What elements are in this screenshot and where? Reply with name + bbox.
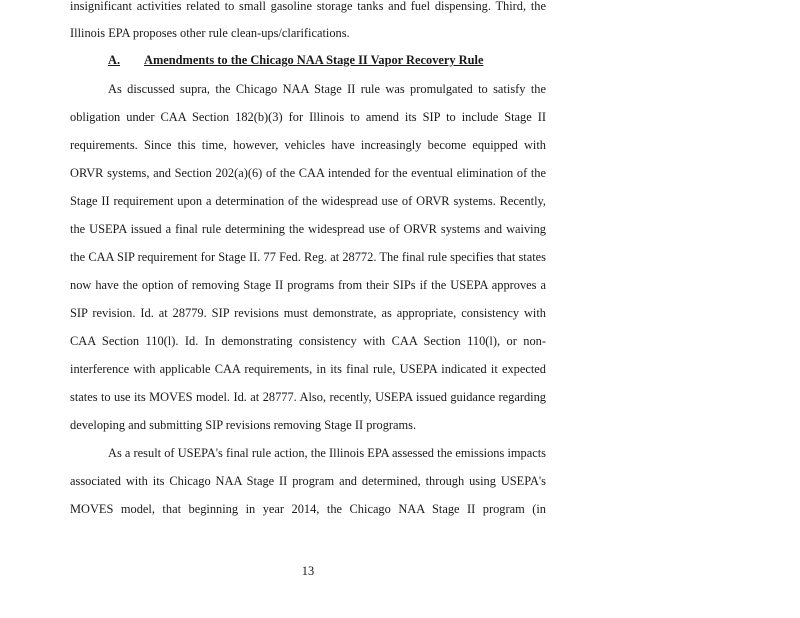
text-line: As a result of USEPA's final rule action, the Illinois EPA assessed the emissions impacts	[108, 446, 546, 460]
text-line: CAA Section 110(l). Id. In demonstrating consistency with CAA Section 110(l), or non-	[70, 334, 546, 348]
text-line: As discussed supra, the Chicago NAA Stage II rule was promulgated to satisfy the	[108, 82, 546, 96]
section-heading	[108, 53, 483, 68]
text-line: requirements. Since this time, however, vehicles have increasingly become equipped with	[70, 138, 546, 152]
text-line: SIP revision. Id. at 28779. SIP revisions must demonstrate, as appropriate, consistency with	[70, 306, 546, 320]
text-line: MOVES model, that beginning in year 2014, the Chicago NAA Stage II program (in	[70, 502, 546, 516]
text-line: ORVR systems, and Section 202(a)(6) of the CAA intended for the eventual elimination of the	[70, 166, 546, 180]
text-line: associated with its Chicago NAA Stage II program and determined, through using USEPA's	[70, 474, 546, 488]
text-line: the CAA SIP requirement for Stage II. 77 Fed. Reg. at 28772. The final rule specifies that states	[70, 250, 546, 264]
text-line: interference with applicable CAA requirements, in its final rule, USEPA indicated it expected	[70, 362, 546, 376]
text-line: obligation under CAA Section 182(b)(3) for Illinois to amend its SIP to include Stage II	[70, 110, 546, 124]
text-line: insignificant activities related to small gasoline storage tanks and fuel dispensing. Third, the	[70, 0, 546, 13]
page-number: 13	[301, 564, 315, 578]
section-title: Amendments to the Chicago NAA Stage II Vapor Recovery Rule	[144, 53, 484, 67]
text-line: Stage II requirement upon a determination of the widespread use of ORVR systems. Recently,	[70, 194, 546, 208]
section-number: A.	[108, 53, 121, 67]
text-line: states to use its MOVES model. Id. at 28777. Also, recently, USEPA issued guidance regarding	[70, 390, 546, 404]
text-line: the USEPA issued a final rule determining the widespread use of ORVR systems and waiving	[70, 222, 546, 236]
text-line: developing and submitting SIP revisions removing Stage II programs.	[70, 418, 417, 432]
text-line: now have the option of removing Stage II programs from their SIPs if the USEPA approves a	[70, 278, 546, 292]
text-line: Illinois EPA proposes other rule clean-ups/clarifications.	[70, 26, 350, 40]
